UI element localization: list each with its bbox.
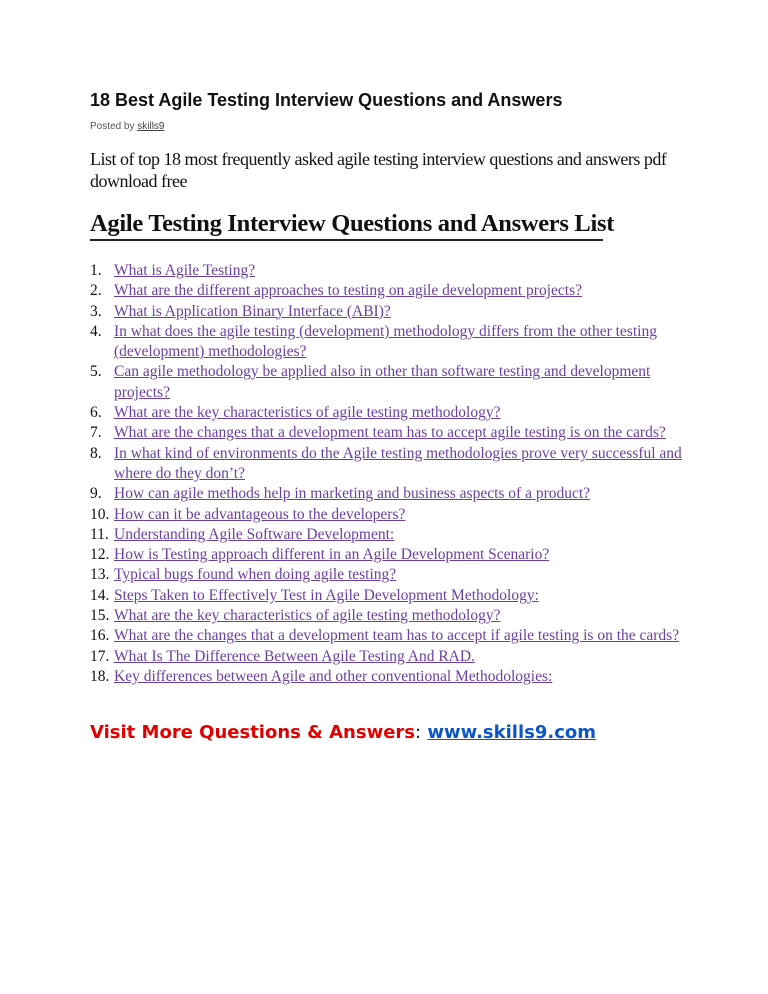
question-link[interactable]: Typical bugs found when doing agile testing?: [114, 566, 397, 584]
document-title: 18 Best Agile Testing Interview Questions and Answers: [90, 90, 563, 110]
posted-by-line: [90, 120, 690, 134]
question-number: 7.: [90, 424, 102, 442]
author-link[interactable]: skills9: [137, 121, 165, 132]
question-item: [90, 484, 690, 504]
question-link[interactable]: How can it be advantageous to the developers?: [114, 505, 406, 523]
question-item: [90, 647, 690, 667]
question-number: 16.: [90, 627, 110, 645]
question-item: [90, 281, 690, 301]
question-link[interactable]: Steps Taken to Effectively Test in Agile Development Methodology:: [114, 586, 539, 604]
question-link[interactable]: How is Testing approach different in an Agile Development Scenario?: [114, 546, 550, 564]
question-link[interactable]: What Is The Difference Between Agile Testing And RAD.: [114, 647, 475, 665]
question-link[interactable]: What are the changes that a development team has to accept agile testing is on the cards?: [114, 424, 666, 442]
question-number: 4.: [90, 322, 102, 340]
question-item: [90, 444, 690, 485]
question-item: [90, 505, 690, 525]
question-number: 9.: [90, 485, 102, 503]
question-item: [90, 545, 690, 565]
question-item: [90, 667, 690, 687]
question-item: [90, 586, 690, 606]
question-link[interactable]: What is Application Binary Interface (ABI)?: [114, 302, 391, 320]
question-item: [90, 565, 690, 585]
question-link[interactable]: Understanding Agile Software Development:: [114, 525, 395, 543]
question-link[interactable]: What is Agile Testing?: [114, 262, 256, 279]
question-number: 8.: [90, 444, 102, 462]
intro-paragraph: List of top 18 most frequently asked agile testing interview questions and answers pdf download free: [90, 149, 667, 191]
question-link[interactable]: In what kind of environments do the Agile testing methodologies prove very successful and where do they don’t?: [114, 444, 682, 482]
question-number: 6.: [90, 404, 102, 422]
question-item: [90, 606, 690, 626]
question-item: [90, 302, 690, 322]
question-item: [90, 403, 690, 423]
question-number: 2.: [90, 282, 102, 300]
footer-lead-text: Visit More Questions & Answers: [90, 722, 415, 744]
question-item: [90, 261, 690, 281]
question-list: [90, 261, 690, 687]
question-link[interactable]: In what does the agile testing (development) methodology differs from the other testing (development) methodologies?: [114, 322, 657, 361]
question-number: 11.: [90, 525, 109, 543]
question-link[interactable]: Key differences between Agile and other conventional Methodologies:: [114, 667, 553, 685]
question-number: 10.: [90, 505, 110, 523]
question-link[interactable]: What are the different approaches to testing on agile development projects?: [114, 282, 582, 300]
question-number: 3.: [90, 302, 102, 320]
question-link[interactable]: Can agile methodology be applied also in other than software testing and development projects?: [114, 363, 651, 401]
question-item: [90, 322, 690, 363]
question-item: [90, 626, 690, 646]
question-number: 15.: [90, 607, 110, 625]
footer-line: [90, 721, 690, 745]
question-link[interactable]: How can agile methods help in marketing and business aspects of a product?: [114, 485, 591, 503]
footer-colon: :: [415, 722, 422, 744]
question-number: 12.: [90, 546, 110, 564]
question-number: 5.: [90, 363, 102, 381]
question-link[interactable]: What are the key characteristics of agile testing methodology?: [114, 607, 501, 625]
question-item: [90, 525, 690, 545]
question-number: 18.: [90, 667, 110, 685]
question-number: 1.: [90, 262, 102, 279]
document-content: [90, 86, 690, 745]
site-link[interactable]: www.skills9.com: [427, 722, 596, 744]
heading-underline: [90, 239, 603, 241]
question-item: [90, 362, 690, 403]
question-link[interactable]: What are the changes that a development team has to accept if agile testing is on the cards?: [114, 627, 680, 645]
question-number: 14.: [90, 586, 110, 604]
question-link[interactable]: What are the key characteristics of agile testing methodology?: [114, 404, 501, 422]
question-number: 17.: [90, 647, 110, 665]
question-number: 13.: [90, 566, 110, 584]
posted-by-label: Posted by: [90, 121, 138, 132]
list-heading: Agile Testing Interview Questions and Answers List: [90, 210, 615, 237]
question-item: [90, 423, 690, 443]
